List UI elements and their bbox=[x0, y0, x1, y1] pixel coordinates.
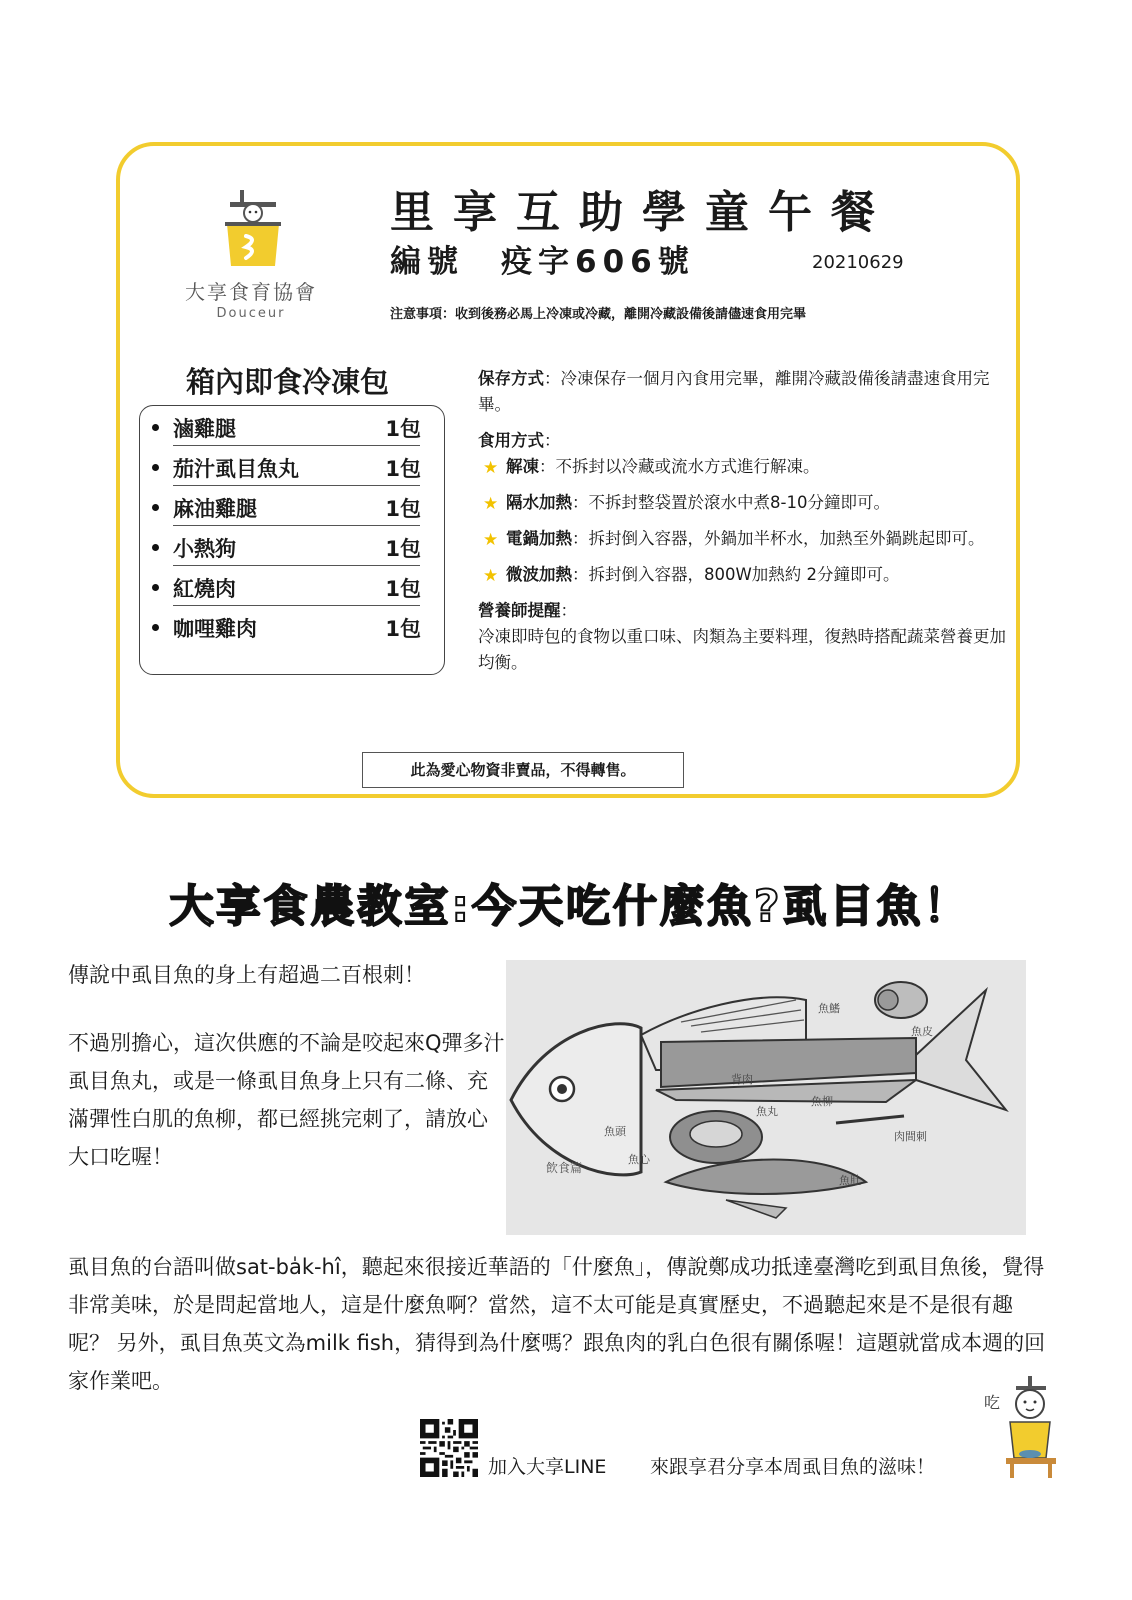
item-qty: 1包 bbox=[385, 537, 421, 561]
mascot-eating-icon bbox=[984, 1372, 1064, 1480]
share-text: 來跟享君分享本周虱目魚的滋味！ bbox=[650, 1456, 936, 1478]
fish-watermark: 飲食篇 bbox=[546, 1161, 583, 1175]
article-paragraph: 虱目魚的台語叫做sat-ba̍k-hî，聽起來很接近華語的「什麼魚」，傳說鄭成功抵達臺灣吃到虱目魚後，覺得非常美味，於是問起當地人，這是什麼魚啊？當然，這不太可能是真實歷史，不過聽起來是不是很有趣呢？ 另外，虱目魚英文為milk fish，猜得到為什麼嗎？跟魚肉的乳白色很有關係喔！這題就當成本週的回家作業吧。 bbox=[68, 1255, 1046, 1393]
join-line-text: 加入大享LINE bbox=[488, 1456, 607, 1478]
item-name: 麻油雞腿 bbox=[173, 497, 257, 521]
fish-label: 魚皮 bbox=[911, 1025, 933, 1038]
list-item bbox=[144, 569, 434, 609]
usage-step: ★ 解凍：不拆封以冷藏或流水方式進行解凍。 bbox=[478, 454, 1006, 480]
page-title: 里享互助學童午餐 bbox=[390, 187, 894, 238]
fish-label: 魚肚 bbox=[839, 1174, 861, 1187]
bullet-icon bbox=[152, 424, 159, 431]
pack-list bbox=[144, 409, 434, 649]
fish-label: 肉間刺 bbox=[894, 1130, 927, 1143]
dietitian-text: 冷凍即時包的食物以重口味、肉類為主要料理，復熱時搭配蔬菜營養更加均衡。 bbox=[478, 627, 1006, 672]
item-name: 滷雞腿 bbox=[173, 417, 236, 441]
article-paragraph: 不過別擔心，這次供應的不論是咬起來Q彈多汁虱目魚丸，或是一條虱目魚身上只有二條、充滿彈性白肌的魚柳，都已經挑完刺了，請放心大口吃喔！ bbox=[68, 1031, 505, 1169]
bullet-icon bbox=[152, 544, 159, 551]
star-icon: ★ bbox=[483, 494, 499, 514]
list-item bbox=[144, 529, 434, 569]
storage-text: ：冷凍保存一個月內食用完畢，離開冷藏設備後請盡速食用完畢。 bbox=[478, 369, 990, 414]
notice-text: 注意事項：收到後務必馬上冷凍或冷藏，離開冷藏設備後請儘速食用完畢 bbox=[390, 307, 807, 322]
list-item bbox=[144, 609, 434, 649]
fish-label: 魚丸 bbox=[756, 1105, 778, 1118]
svg-text:吃: 吃 bbox=[984, 1393, 1001, 1412]
article-intro bbox=[68, 956, 508, 1206]
batch-code: 編號 疫字606號 bbox=[390, 244, 695, 280]
section-title: 大享食農教室:今天吃什麼魚?虱目魚！ bbox=[169, 881, 971, 932]
item-name: 紅燒肉 bbox=[173, 577, 236, 601]
usage-step: ★ 電鍋加熱：拆封倒入容器，外鍋加半杯水，加熱至外鍋跳起即可。 bbox=[478, 526, 1006, 552]
org-name: 大享食育協會 bbox=[185, 280, 317, 304]
dietitian-label: 營養師提醒 bbox=[478, 601, 561, 620]
item-qty: 1包 bbox=[385, 497, 421, 521]
usage-instructions: 保存方式：冷凍保存一個月內食用完畢，離開冷藏設備後請盡速食用完畢。 食用方式： ★ 解凍：不拆封以冷藏或流水方式進行解凍。 ★ 隔水加熱：不拆封整袋置於滾水中煮8-10分鐘即可。 ★ 電鍋加熱：拆封倒入容器，外鍋加半杯水，加熱至外鍋跳起即可。 ★ 微波加熱：拆封倒入容器，800W加熱約 2分鐘即可。 營養師提醒： 冷凍即時包的食物以重口味、肉類為主要料理，復熱時搭配蔬菜營養更加均衡。 bbox=[478, 366, 1006, 676]
item-name: 咖哩雞肉 bbox=[173, 617, 257, 641]
list-item bbox=[144, 409, 434, 449]
star-icon: ★ bbox=[483, 458, 499, 478]
storage-label: 保存方式 bbox=[478, 369, 544, 388]
item-name: 茄汁虱目魚丸 bbox=[173, 457, 299, 481]
disclaimer-box: 此為愛心物資非賣品，不得轉售。 bbox=[362, 752, 684, 788]
bullet-icon bbox=[152, 624, 159, 631]
org-subtitle: Douceur bbox=[216, 306, 286, 321]
article-body bbox=[68, 1248, 1048, 1400]
milkfish-parts-illustration bbox=[506, 960, 1026, 1235]
item-qty: 1包 bbox=[385, 457, 421, 481]
item-qty: 1包 bbox=[385, 617, 421, 641]
bullet-icon bbox=[152, 584, 159, 591]
fish-label: 魚鰭 bbox=[818, 1002, 840, 1015]
usage-label: 食用方式 bbox=[478, 431, 544, 450]
fish-label: 魚柳 bbox=[811, 1095, 833, 1108]
fish-label: 魚心 bbox=[628, 1153, 650, 1166]
fish-label: 魚頭 bbox=[604, 1125, 626, 1138]
pack-heading: 箱內即食冷凍包 bbox=[186, 365, 390, 399]
bullet-icon bbox=[152, 464, 159, 471]
article-paragraph: 傳說中虱目魚的身上有超過二百根刺！ bbox=[68, 963, 425, 987]
item-qty: 1包 bbox=[385, 417, 421, 441]
qr-code-icon bbox=[420, 1419, 478, 1477]
list-item bbox=[144, 489, 434, 529]
fish-label: 背肉 bbox=[731, 1073, 753, 1086]
bullet-icon bbox=[152, 504, 159, 511]
usage-step: ★ 隔水加熱：不拆封整袋置於滾水中煮8-10分鐘即可。 bbox=[478, 490, 1006, 516]
item-name: 小熱狗 bbox=[173, 537, 236, 561]
issue-date: 20210629 bbox=[812, 252, 904, 273]
list-item bbox=[144, 449, 434, 489]
item-qty: 1包 bbox=[385, 577, 421, 601]
star-icon: ★ bbox=[483, 566, 499, 586]
usage-step: ★ 微波加熱：拆封倒入容器，800W加熱約 2分鐘即可。 bbox=[478, 562, 1006, 588]
star-icon: ★ bbox=[483, 530, 499, 550]
